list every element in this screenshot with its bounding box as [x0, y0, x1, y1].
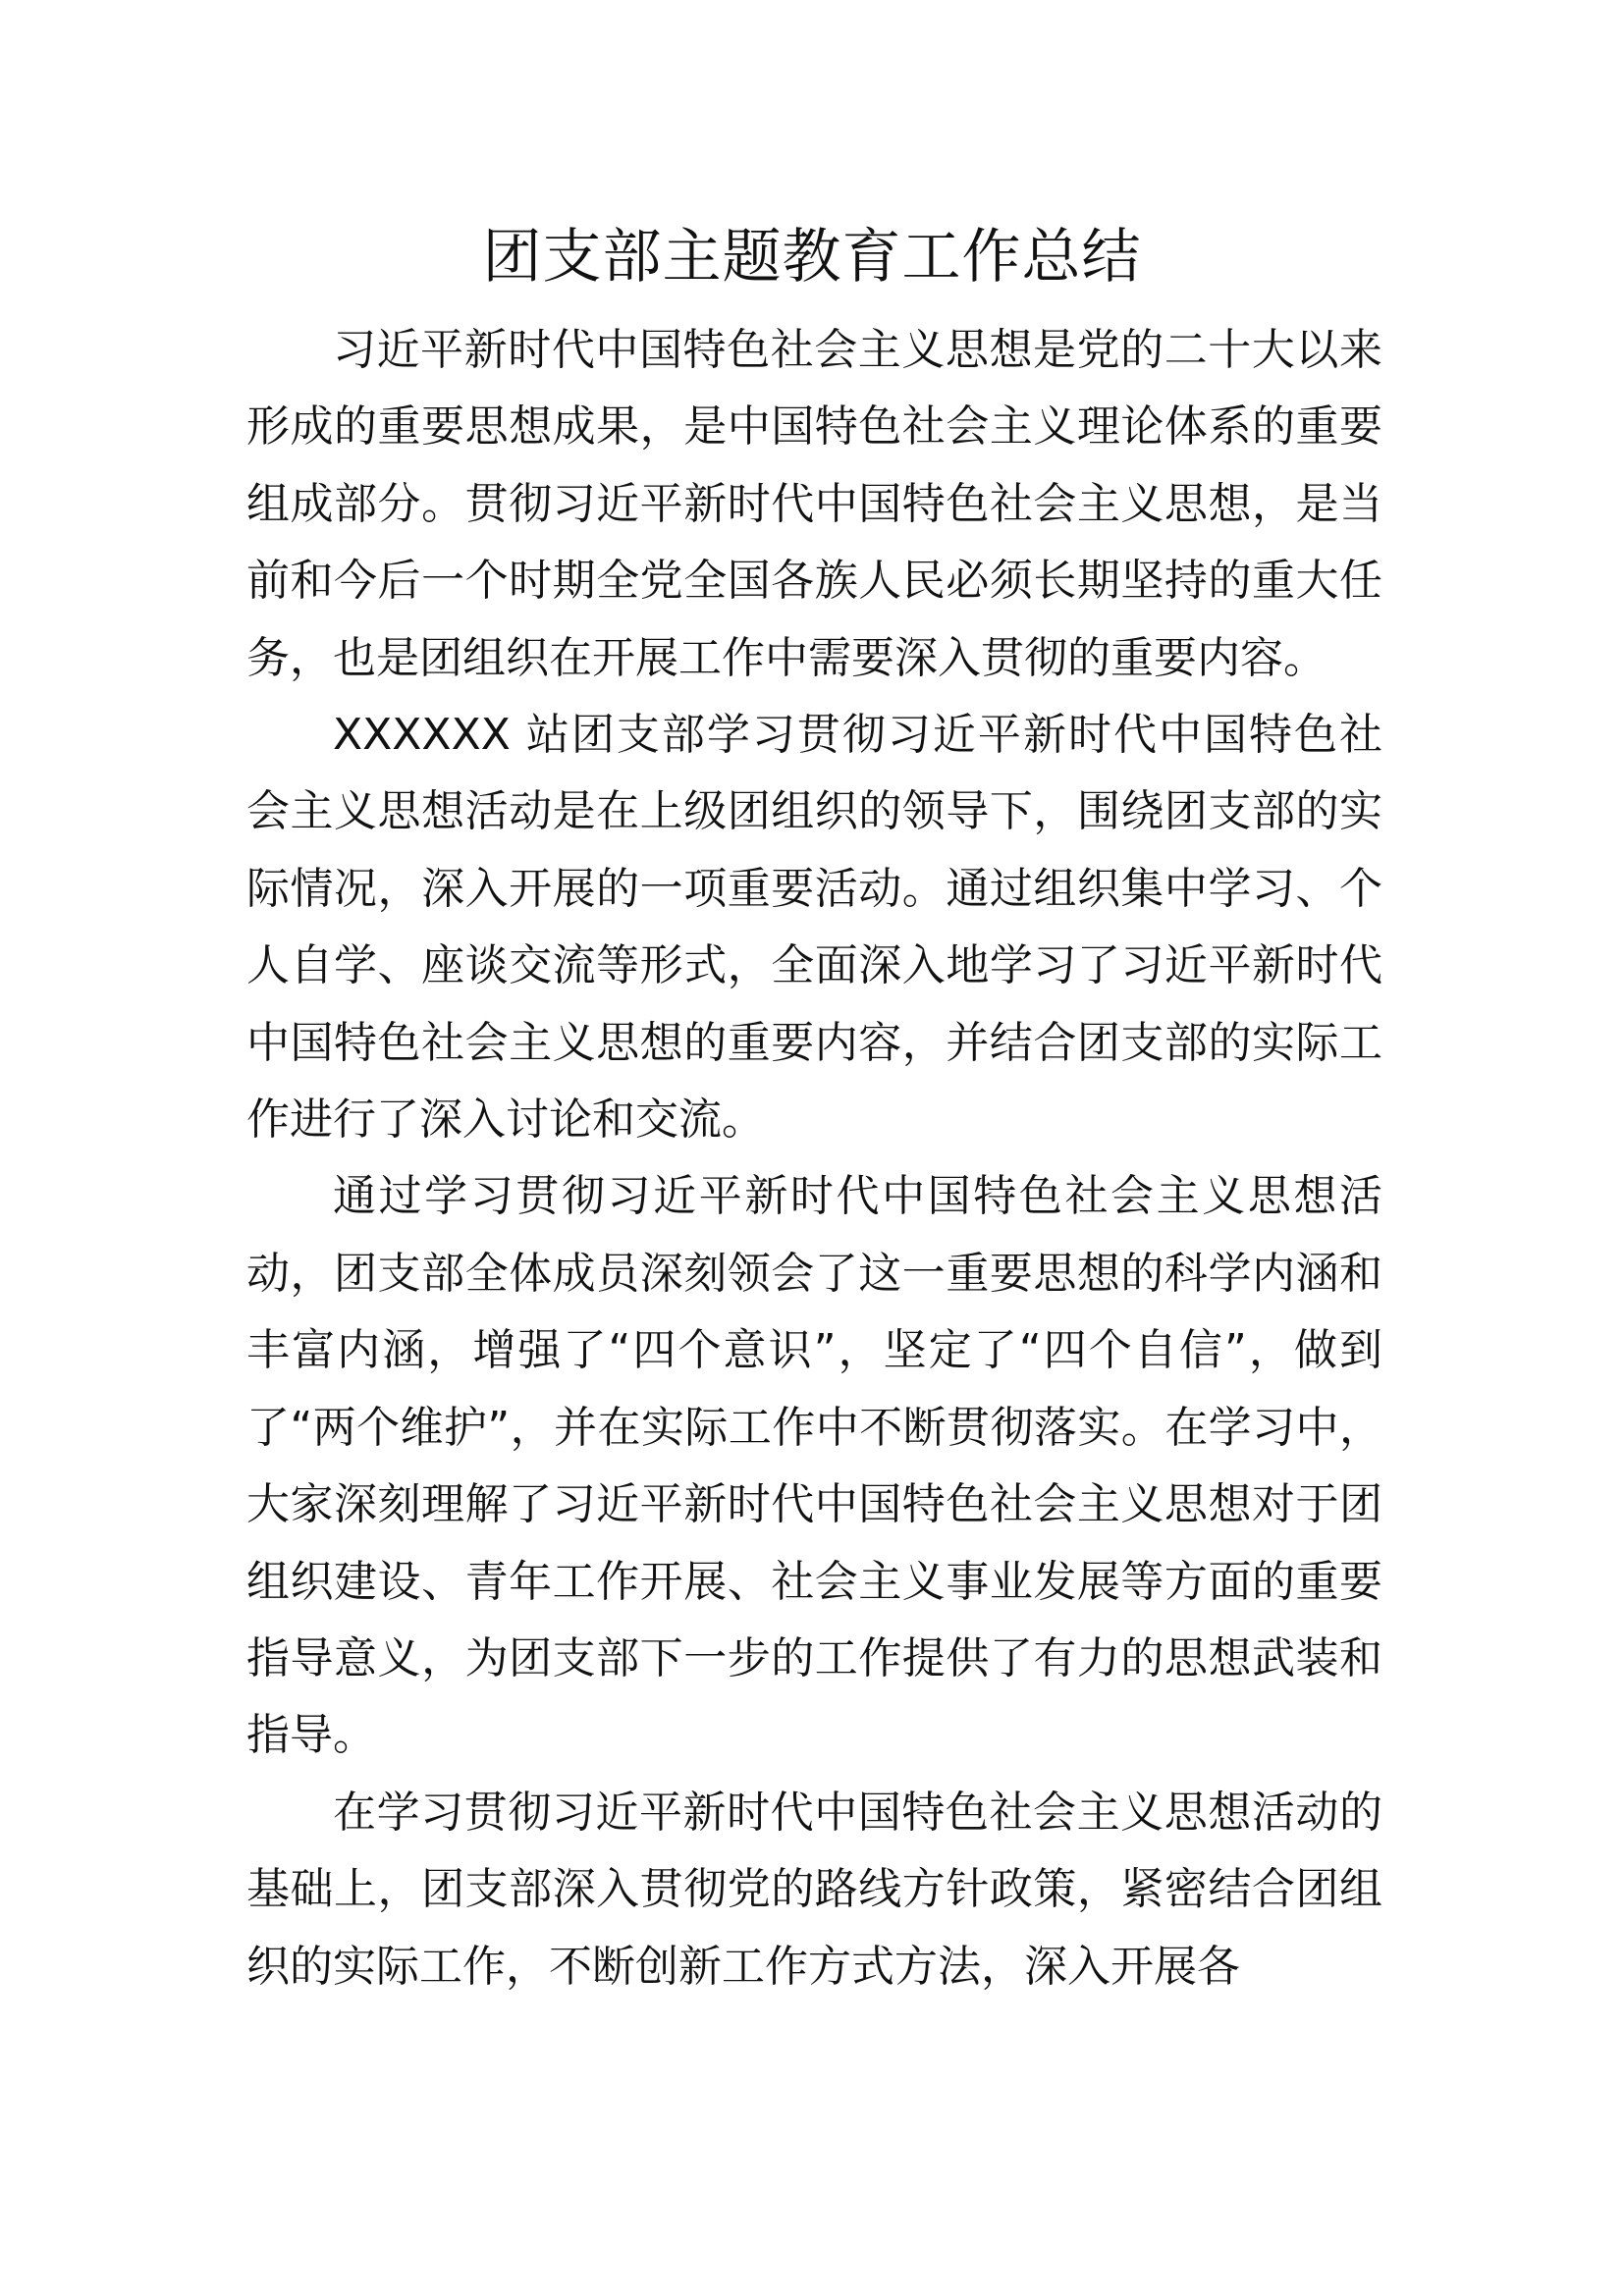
paragraph-3: 通过学习贯彻习近平新时代中国特色社会主义思想活动，团支部全体成员深刻领会了这一重要思想的科学内涵和丰富内涵，增强了“四个意识”，坚定了“四个自信”，做到了“两个维护”，并在实际工作中不断贯彻落实。在学习中，大家深刻理解了习近平新时代中国特色社会主义思想对于团组织建设、青年工作开展、社会主义事业发展等方面的重要指导意义，为团支部下一步的工作提供了有力的思想武装和指导。 — [246, 1171, 1382, 1761]
document-title: 团支部主题教育工作总结 — [482, 223, 1142, 292]
paragraph-4: 在学习贯彻习近平新时代中国特色社会主义思想活动的基础上，团支部深入贯彻党的路线方针政策，紧密结合团组织的实际工作，不断创新工作方式方法，深入开展各 — [246, 1787, 1382, 1992]
paragraph-2: XXXXXX 站团支部学习贯彻习近平新时代中国特色社会主义思想活动是在上级团组织的领导下，围绕团支部的实际情况，深入开展的一项重要活动。通过组织集中学习、个人自学、座谈交流等形式，全面深入地学习了习近平新时代中国特色社会主义思想的重要内容，并结合团支部的实际工作进行了深入讨论和交流。 — [246, 710, 1382, 1146]
document-body — [246, 312, 1382, 2005]
paragraph-1: 习近平新时代中国特色社会主义思想是党的二十大以来形成的重要思想成果，是中国特色社会主义理论体系的重要组成部分。贯彻习近平新时代中国特色社会主义思想，是当前和今后一个时期全党全国各族人民必须长期坚持的重大任务，也是团组织在开展工作中需要深入贯彻的重要内容。 — [246, 325, 1382, 683]
